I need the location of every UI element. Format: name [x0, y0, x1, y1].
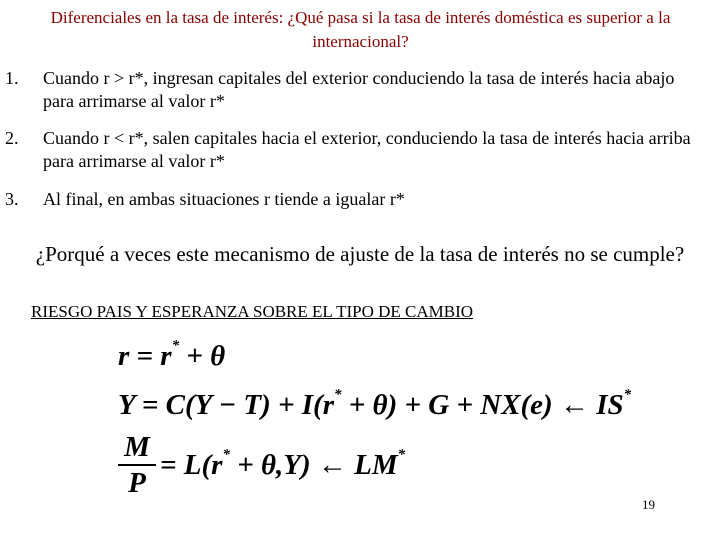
fraction-bar	[118, 464, 156, 466]
question-text: ¿Porqué a veces este mecanismo de ajuste de la tasa de interés no se cumple?	[35, 242, 685, 266]
fraction-m-over-p	[118, 432, 156, 498]
superscript: *	[623, 387, 632, 404]
equation-part: Y = C(Y − T) + I(r	[118, 389, 334, 421]
equation-part: + θ,Y) ← LM	[229, 449, 398, 481]
list-item-number: 2.	[5, 128, 19, 148]
fraction-numerator: M	[124, 431, 150, 463]
list-item-text: Cuando r < r*, salen capitales hacia el exterior, conduciendo la tasa de interés hacia arriba para arrimarse al valor r*	[43, 128, 691, 171]
list-item	[5, 67, 705, 113]
fraction-denominator: P	[128, 467, 146, 499]
list-item-text: Al final, en ambas situaciones r tiende a igualar r*	[43, 189, 405, 209]
list-item	[5, 127, 705, 173]
equation-part: + θ	[179, 340, 226, 372]
superscript: *	[334, 387, 342, 404]
list-item-text: Cuando r > r*, ingresan capitales del exterior conduciendo la tasa de interés hacia abajo para arrimarse al valor r*	[43, 68, 675, 111]
superscript: *	[222, 447, 230, 464]
equation-part: = L(r	[160, 449, 223, 481]
superscript: *	[171, 338, 180, 355]
equation-lm	[160, 449, 405, 482]
list-item-number: 3.	[5, 189, 19, 209]
list-item	[5, 188, 705, 211]
section-subtitle: RIESGO PAIS Y ESPERANZA SOBRE EL TIPO DE CAMBIO	[31, 302, 474, 321]
superscript: *	[397, 447, 406, 464]
equation-part: + θ) + G + NX(e) ← IS	[341, 389, 624, 421]
equation-interest-rate	[118, 340, 225, 373]
list-item-number: 1.	[5, 68, 19, 88]
equation-is	[118, 389, 631, 422]
page-number: 19	[642, 497, 655, 512]
slide-title: Diferenciales en la tasa de interés: ¿Qué pasa si la tasa de interés doméstica es superior a la internacional?	[50, 8, 671, 51]
equation-part: r = r	[118, 340, 172, 372]
